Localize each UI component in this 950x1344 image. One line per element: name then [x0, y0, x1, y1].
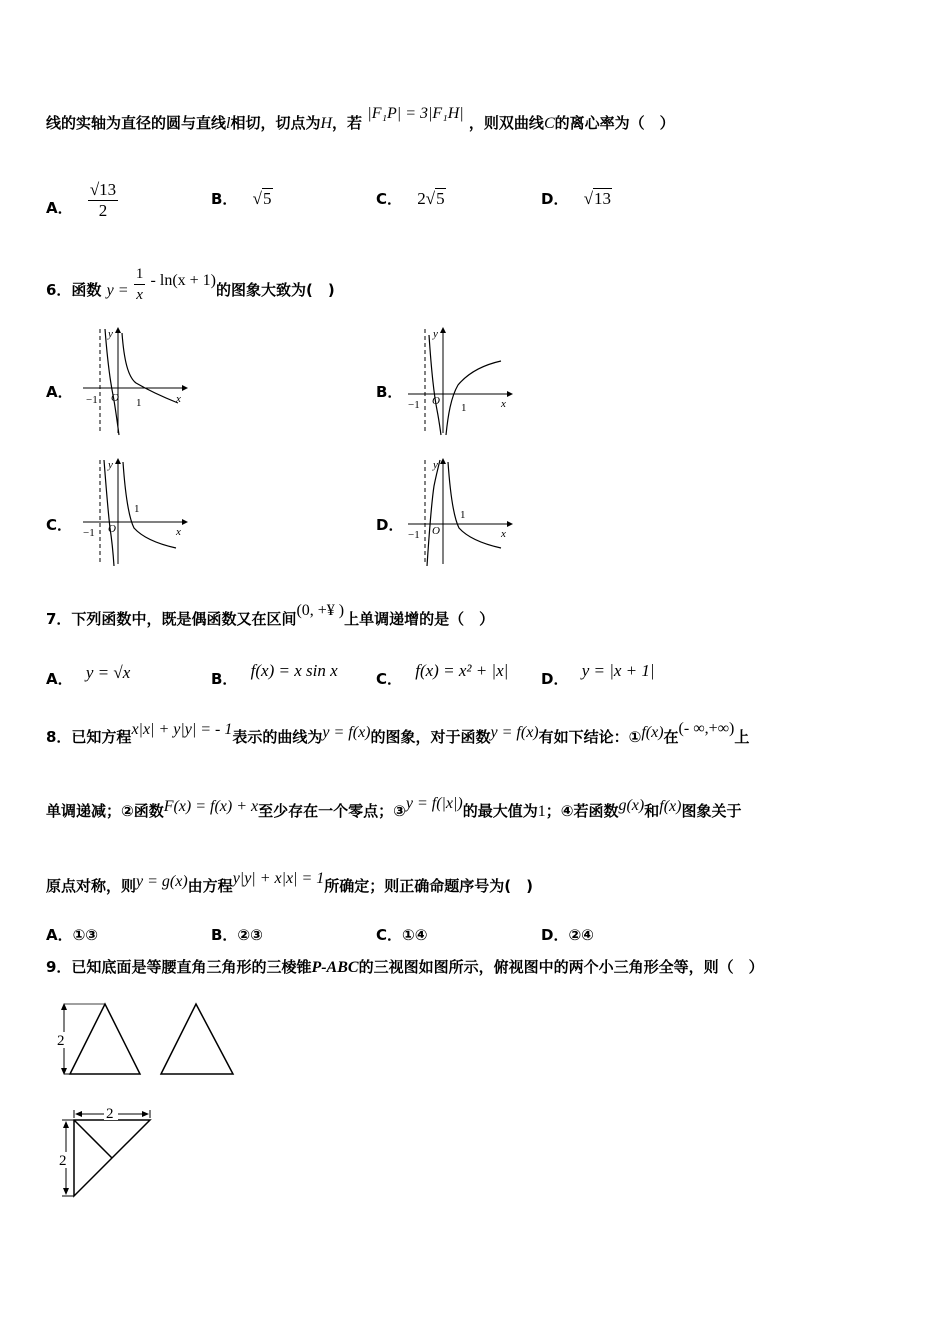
- x-label: x: [501, 398, 506, 410]
- q8-eq: f(x): [641, 724, 664, 741]
- arrow-right-icon: [142, 1111, 149, 1117]
- neg1-label: −1: [83, 527, 95, 539]
- option-value: y = √x: [85, 663, 131, 682]
- q7-option-c[interactable]: [376, 661, 509, 689]
- curve-left: [427, 460, 440, 566]
- q5-option-c[interactable]: C． 2√5: [376, 189, 445, 208]
- q6-fraction: [134, 264, 146, 305]
- x-axis-arrow-icon: [182, 519, 188, 525]
- q8-eq: F(x) = f(x) + x: [163, 798, 259, 815]
- option-value: 5: [263, 189, 272, 208]
- q8-text: 所确定；则正确命题序号为( ): [324, 877, 533, 895]
- q8-text: 单调递减；②函数: [46, 802, 164, 820]
- one-label: 1: [460, 509, 466, 521]
- arrow-left-icon: [75, 1111, 82, 1117]
- q5-text: ，则双曲线: [468, 114, 544, 132]
- q5-c: C: [543, 115, 555, 132]
- q5-option-a-fraction: [88, 180, 118, 221]
- y-label: y: [108, 459, 113, 471]
- q8-text: 在: [663, 728, 679, 746]
- q5-text: 相切，切点为: [230, 114, 321, 132]
- q7-stem: [46, 602, 495, 630]
- y-axis-arrow-icon: [440, 327, 446, 333]
- option-value: y = |x + 1|: [581, 661, 655, 680]
- curve-right: [122, 333, 178, 403]
- q9-text: 的三视图如图所示，俯视图中的两个小三角形全等，则（ ）: [358, 958, 764, 976]
- numerator: 1: [134, 264, 146, 285]
- neg1-label: −1: [408, 399, 420, 411]
- x-axis-arrow-icon: [507, 391, 513, 397]
- q5-option-d[interactable]: D． √13: [541, 189, 612, 208]
- option-label: D．: [541, 670, 569, 688]
- origin-label: O: [108, 523, 116, 535]
- x-label: x: [176, 393, 181, 405]
- x-label: x: [501, 528, 506, 540]
- q9-pabc: P-ABC: [311, 959, 359, 976]
- front-triangle: [70, 1004, 140, 1074]
- q8-text: ；④若函数: [545, 802, 619, 820]
- q6-text: 6．函数: [46, 281, 102, 299]
- q6-stem: [46, 266, 335, 311]
- q7-text: 上单调递增的是（ ）: [344, 610, 495, 628]
- q9-side-view: [155, 998, 245, 1082]
- dimension-label: 2: [59, 1153, 67, 1169]
- origin-label: O: [111, 392, 119, 404]
- arrow-down-icon: [63, 1188, 69, 1195]
- q5-text: ，若: [332, 114, 363, 132]
- q8-text: 原点对称，则: [46, 877, 137, 895]
- q7-option-b[interactable]: [211, 661, 338, 689]
- option-coef: 2: [417, 189, 426, 208]
- q8-eq: y = g(x): [136, 873, 188, 890]
- y-label: y: [108, 328, 113, 340]
- curve-right: [448, 462, 501, 548]
- q8-eq: g(x): [618, 797, 645, 814]
- top-inner-line: [74, 1120, 112, 1158]
- q6-option-c-label[interactable]: C．: [46, 516, 73, 534]
- q5-l: l: [226, 115, 231, 132]
- arrow-up-icon: [63, 1121, 69, 1128]
- q8-text: 表示的曲线为: [232, 728, 323, 746]
- option-label: B．: [211, 670, 238, 688]
- option-value: f(x) = x² + |x|: [415, 661, 509, 680]
- q8-text: 的图象，对于函数: [370, 728, 491, 746]
- y-label: y: [433, 328, 438, 340]
- q9-front-view: [50, 998, 150, 1082]
- q8-eq: f(x): [659, 798, 682, 815]
- q8-text: 8．已知方程: [46, 728, 132, 746]
- q5-option-a[interactable]: [46, 180, 118, 229]
- option-value: 5: [436, 189, 445, 208]
- y-axis-arrow-icon: [115, 458, 121, 464]
- dimension-label: 2: [57, 1033, 65, 1049]
- q7-option-a[interactable]: [46, 663, 131, 689]
- q6-graph-b[interactable]: [403, 325, 515, 437]
- q6-formula: - ln(x + 1): [150, 272, 216, 289]
- neg1-label: −1: [408, 529, 420, 541]
- q5-h: H: [320, 115, 333, 132]
- q6-option-d-label[interactable]: D．: [376, 516, 404, 534]
- q8-eq: x|x| + y|y| = - 1: [131, 721, 233, 738]
- q8-text: 图象关于: [681, 802, 742, 820]
- q8-option-c[interactable]: C．①④: [376, 926, 428, 944]
- q8-text: 由方程: [187, 877, 233, 895]
- x-axis-arrow-icon: [507, 521, 513, 527]
- curve-left: [104, 460, 114, 566]
- q5-option-b[interactable]: B． √5: [211, 189, 272, 208]
- neg1-label: −1: [86, 394, 98, 406]
- denominator: 2: [98, 201, 108, 220]
- q8-text: 有如下结论：①: [538, 728, 642, 746]
- q8-line-1: [46, 720, 750, 748]
- option-value: 13: [594, 189, 612, 208]
- q8-eq: y = f(x): [490, 724, 539, 741]
- q6-y: y =: [106, 282, 129, 299]
- q8-option-a[interactable]: A．①③: [46, 926, 99, 944]
- q9-top-view: [50, 1104, 160, 1202]
- option-label: A．: [46, 670, 73, 688]
- one-label: 1: [461, 402, 467, 414]
- q8-line-3: [46, 870, 533, 897]
- q9-stem: [46, 957, 764, 978]
- q5-stem: [46, 105, 675, 134]
- y-label: y: [433, 459, 438, 471]
- curve-right: [446, 361, 501, 435]
- denominator: x: [136, 287, 143, 303]
- q6-option-b-label[interactable]: B．: [376, 383, 403, 401]
- numerator: √13: [89, 180, 117, 199]
- curve-right: [123, 462, 176, 548]
- q8-eq: (- ∞,+∞): [678, 720, 735, 737]
- x-label: x: [176, 526, 181, 538]
- q7-interval: (0, +¥ ): [296, 602, 345, 619]
- dimension-label: 2: [106, 1106, 114, 1122]
- q6-graph-d[interactable]: [403, 456, 515, 568]
- option-value: f(x) = x sin x: [250, 661, 338, 680]
- one-label: 1: [134, 503, 140, 515]
- q6-graph-a[interactable]: [78, 325, 190, 437]
- q8-eq: 1: [537, 803, 546, 820]
- option-label: A．: [46, 199, 73, 217]
- q5-text: 线的实轴为直径的圆与直线: [46, 114, 227, 132]
- y-axis-arrow-icon: [115, 327, 121, 333]
- q8-text: 和: [644, 802, 660, 820]
- origin-label: O: [432, 525, 440, 537]
- q8-eq: y|y| + x|x| = 1: [232, 870, 325, 887]
- q8-option-d[interactable]: D．②④: [541, 926, 594, 944]
- q8-eq: y = f(|x|): [405, 795, 463, 812]
- q9-text: 9．已知底面是等腰直角三角形的三棱锥: [46, 958, 312, 976]
- x-axis-arrow-icon: [182, 385, 188, 391]
- q6-option-a-label[interactable]: A．: [46, 383, 73, 401]
- side-triangle: [161, 1004, 233, 1074]
- one-label: 1: [136, 397, 142, 409]
- q6-graph-c[interactable]: [78, 456, 190, 568]
- q5-formula: |F₁P| = 3|F₁H|: [367, 105, 464, 122]
- y-axis-arrow-icon: [440, 458, 446, 464]
- option-label: B．: [211, 190, 238, 208]
- q5-text: 的离心率为（ ）: [554, 114, 675, 132]
- q8-line-2: [46, 795, 742, 822]
- option-label: C．: [376, 190, 403, 208]
- origin-label: O: [432, 395, 440, 407]
- q6-text: 的图象大致为( ): [216, 281, 335, 299]
- q8-text: 至少存在一个零点；③: [258, 802, 406, 820]
- q8-eq: y = f(x): [322, 724, 371, 741]
- q8-option-b[interactable]: B．②③: [211, 926, 263, 944]
- option-label: D．: [541, 190, 569, 208]
- curve-left: [105, 329, 119, 435]
- q7-text: 7．下列函数中，既是偶函数又在区间: [46, 610, 297, 628]
- q8-text: 上: [734, 728, 750, 746]
- q8-text: 的最大值为: [462, 802, 538, 820]
- q7-option-d[interactable]: [541, 661, 655, 689]
- option-label: C．: [376, 670, 403, 688]
- curve-left: [429, 335, 441, 435]
